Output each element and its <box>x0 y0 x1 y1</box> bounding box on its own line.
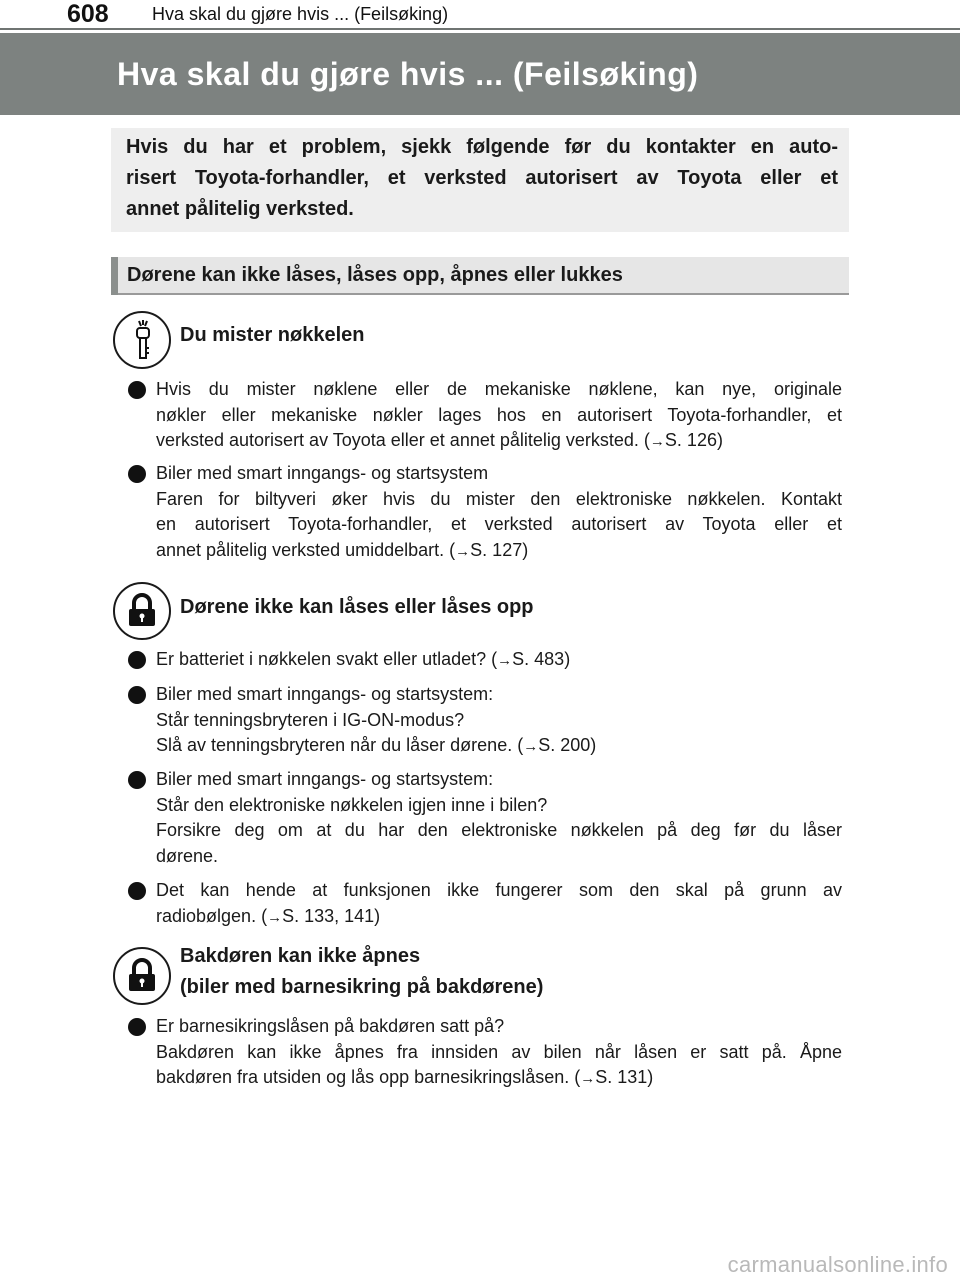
text-line: verksted autorisert av Toyota eller et annet pålitelig verksted. ( <box>156 430 650 450</box>
bullet-icon <box>128 882 146 900</box>
subheading-doors-cannot-lock: Dørene ikke kan låses eller låses opp <box>180 596 534 618</box>
subheading-lost-key: Du mister nøkkelen <box>180 324 365 346</box>
key-icon <box>113 311 171 369</box>
bullet-icon <box>128 651 146 669</box>
intro-line: annet pålitelig verksted. <box>126 198 354 220</box>
text-line: Faren for biltyveri øker hvis du mister den elektroniske nøkkelen. Kontakt <box>156 488 842 509</box>
watermark: carmanualsonline.info <box>727 1252 948 1277</box>
text-line: Står tenningsbryteren i IG-ON-modus? <box>156 709 465 730</box>
arrow-icon: → <box>497 652 513 669</box>
text-line: radiobølgen. ( <box>156 905 268 926</box>
text-line: nøkler eller mekaniske nøkler lages hos en autorisert Toyota-forhandler, et <box>156 404 842 425</box>
list-item <box>156 878 842 930</box>
subheading-line: Bakdøren kan ikke åpnes <box>180 945 421 967</box>
intro-line: Hvis du har et problem, sjekk følgende før du kontakter en auto- <box>126 136 838 158</box>
text-line: Slå av tenningsbryteren når du låser dørene. ( <box>156 735 524 755</box>
page-reference: S. 200) <box>538 735 597 755</box>
text-line: Biler med smart inngangs- og startsystem <box>156 463 489 483</box>
text-line: annet pålitelig verksted umiddelbart. ( <box>156 539 456 560</box>
arrow-icon: → <box>523 738 539 755</box>
page-number: 608 <box>67 0 109 28</box>
lock-icon <box>113 582 171 640</box>
arrow-icon: → <box>455 542 471 560</box>
header-divider <box>0 28 960 30</box>
arrow-icon: → <box>580 1070 596 1087</box>
list-item <box>156 647 842 674</box>
text-line: Biler med smart inngangs- og startsystem: <box>156 684 494 704</box>
text-line: Er batteriet i nøkkelen svakt eller utladet? ( <box>156 649 498 669</box>
text-line: en autorisert Toyota-forhandler, et verksted autorisert av Toyota eller et <box>156 514 842 534</box>
text-line: bakdøren fra utsiden og lås opp barnesikringslåsen. ( <box>156 1067 581 1087</box>
list-item <box>156 1014 842 1092</box>
intro-line: risert Toyota-forhandler, et verksted autorisert av Toyota eller et <box>126 167 838 189</box>
intro-text <box>126 132 838 225</box>
bullet-icon <box>128 465 146 483</box>
text-line: Hvis du mister nøklene eller de mekaniske nøklene, kan nye, originale <box>156 379 842 399</box>
list-item <box>156 461 842 564</box>
text-line: dørene. <box>156 845 219 866</box>
page-reference: S. 483) <box>512 649 571 669</box>
section-heading-bar <box>111 257 118 295</box>
lock-icon <box>113 947 171 1005</box>
text-line: Bakdøren kan ikke åpnes fra innsiden av bilen når låsen er satt på. Åpne <box>156 1041 842 1062</box>
arrow-icon: → <box>649 433 665 450</box>
bullet-icon <box>128 1018 146 1036</box>
text-line: Biler med smart inngangs- og startsystem: <box>156 769 494 789</box>
running-title: Hva skal du gjøre hvis ... (Feilsøking) <box>152 4 449 24</box>
running-header <box>0 0 960 30</box>
list-item <box>156 682 842 760</box>
text-line: Er barnesikringslåsen på bakdøren satt på? <box>156 1016 505 1036</box>
text-line: Står den elektroniske nøkkelen igjen inne i bilen? <box>156 794 548 815</box>
section-heading: Dørene kan ikke låses, låses opp, åpnes eller lukkes <box>127 264 623 286</box>
bullet-icon <box>128 771 146 789</box>
text-line: Det kan hende at funksjonen ikke fungerer som den skal på grunn av <box>156 880 842 900</box>
page-reference: S. 127) <box>470 539 529 560</box>
page-reference: S. 133, 141) <box>282 905 381 926</box>
page-reference: S. 126) <box>664 430 723 450</box>
page-title: Hva skal du gjøre hvis ... (Feilsøking) <box>117 56 699 92</box>
page-reference: S. 131) <box>595 1067 654 1087</box>
bullet-icon <box>128 381 146 399</box>
arrow-icon: → <box>267 908 283 926</box>
list-item <box>156 377 842 455</box>
subheading-line: (biler med barnesikring på bakdørene) <box>180 976 544 998</box>
text-line: Forsikre deg om at du har den elektroniske nøkkelen på deg før du låser <box>156 820 842 840</box>
bullet-icon <box>128 686 146 704</box>
list-item <box>156 767 842 869</box>
subheading-rear-door <box>180 941 543 1003</box>
